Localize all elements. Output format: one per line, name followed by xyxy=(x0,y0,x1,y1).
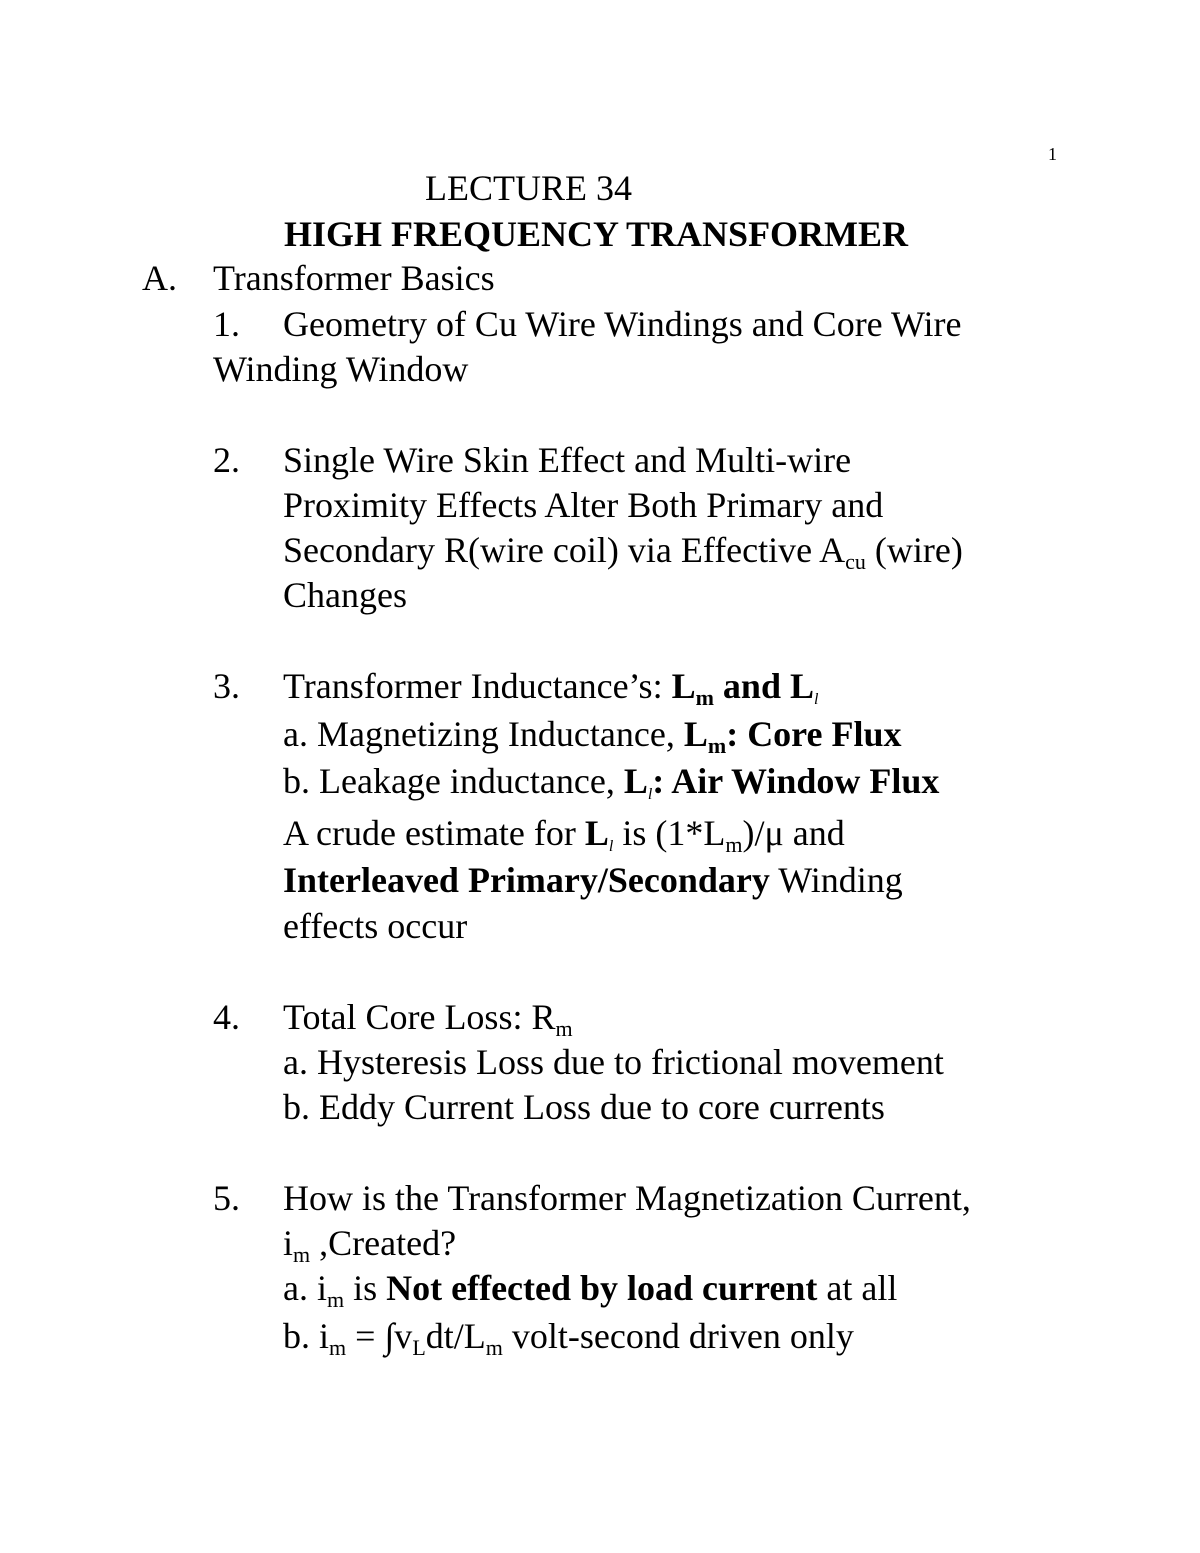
page-title: HIGH FREQUENCY TRANSFORMER xyxy=(284,214,909,254)
item4-line-a: a. Hysteresis Loss due to frictional movement xyxy=(283,1042,944,1082)
item4-number: 4. xyxy=(213,997,240,1037)
item5-line-a: a. $i_m$ is Not effected by load current at all xyxy=(283,1268,898,1312)
item3-line-a: a. Magnetizing Inductance, $L_m$: Core Flux xyxy=(283,714,902,758)
page-number: 1 xyxy=(1048,144,1057,164)
item3-line-d: Interleaved Primary/Secondary Winding xyxy=(283,860,903,900)
item2-line2: Proximity Effects Alter Both Primary and xyxy=(283,485,884,525)
item3-number: 3. xyxy=(213,666,240,706)
item1-line2: Winding Window xyxy=(213,349,469,389)
item2-number: 2. xyxy=(213,440,240,480)
item3-line-e: effects occur xyxy=(283,906,468,946)
item1-number: 1. xyxy=(213,304,240,344)
item3-line-c: A crude estimate for Ll is $(1*L_m)/\mu$ and xyxy=(283,813,845,857)
item5-line2: $i_m$ ,Created? xyxy=(283,1223,457,1267)
item4-line-b: b. Eddy Current Loss due to core currents xyxy=(283,1087,885,1127)
item3-line-b: b. Leakage inductance, Ll: Air Window Flux xyxy=(283,761,940,803)
item2-line3: Secondary R(wire coil) via Effective $A_{cu}$ (wire) xyxy=(283,530,963,574)
item1-line1: Geometry of Cu Wire Windings and Core Wire xyxy=(283,304,962,344)
lecture-label: LECTURE 34 xyxy=(425,168,632,208)
item5-number: 5. xyxy=(213,1178,240,1218)
item2-line1: Single Wire Skin Effect and Multi-wire xyxy=(283,440,852,480)
item5-line-b: b. $i_m = \int v_Ldt/L_m$ volt-second driven only xyxy=(283,1316,854,1360)
section-a-title: Transformer Basics xyxy=(213,258,495,298)
item4-heading: Total Core Loss: $R_m$ xyxy=(283,997,573,1041)
item5-line1: How is the Transformer Magnetization Current, xyxy=(283,1178,971,1218)
item3-heading: Transformer Inductance’s: $L_m$ and Ll xyxy=(283,666,819,710)
item2-line4: Changes xyxy=(283,575,407,615)
section-a-letter: A. xyxy=(142,258,177,298)
